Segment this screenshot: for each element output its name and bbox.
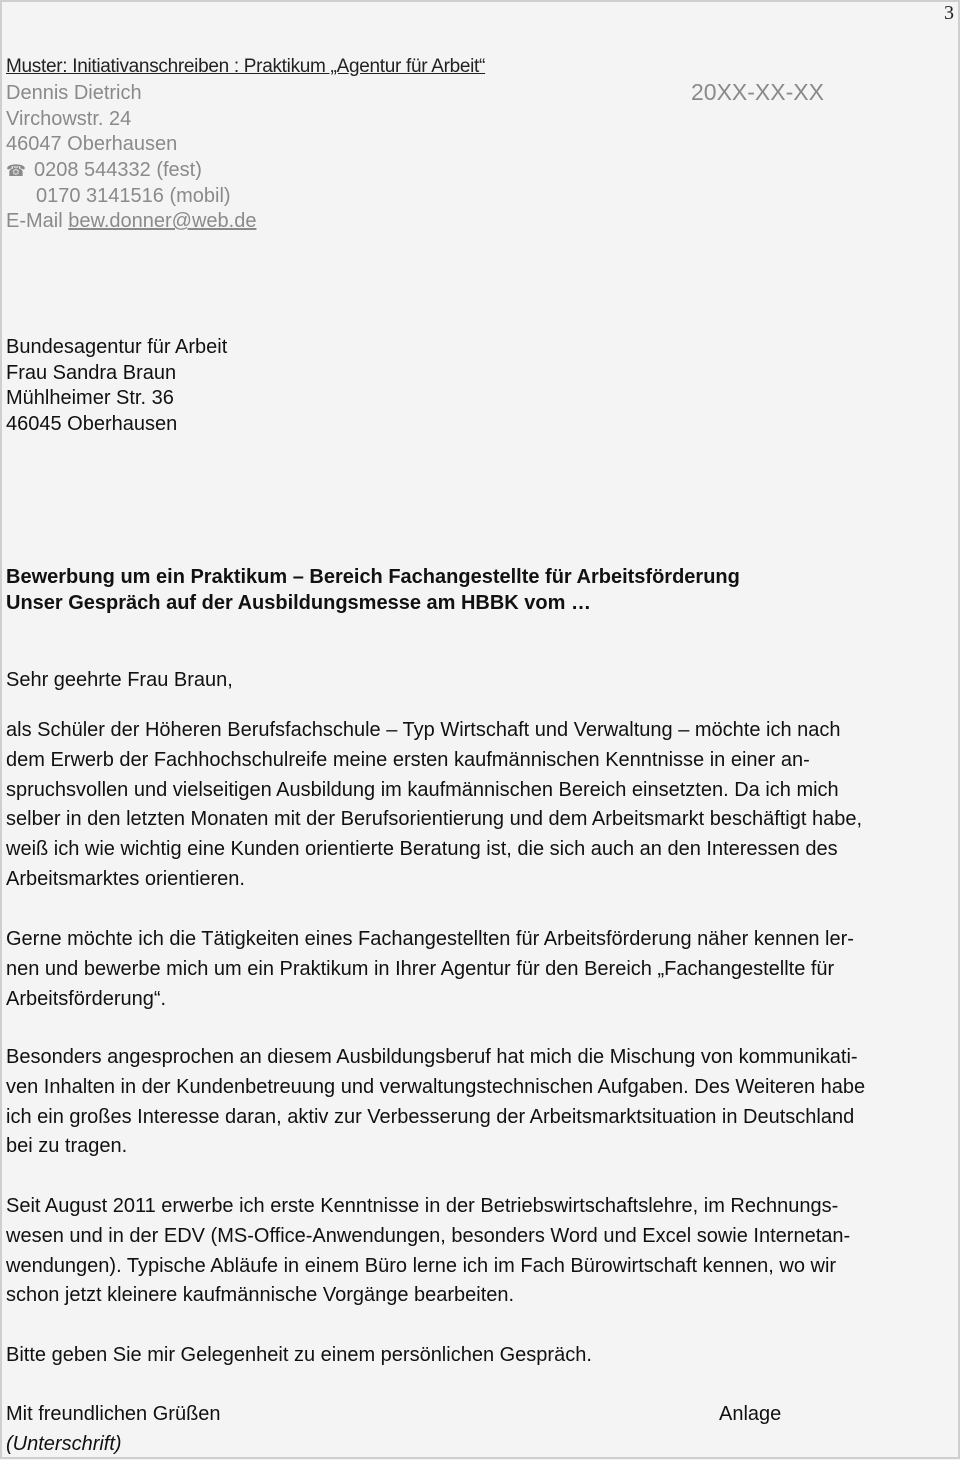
recipient-address (6, 335, 227, 438)
recipient-line: 46045 Oberhausen (6, 413, 178, 436)
sender-city: 46047 Oberhausen (6, 133, 178, 156)
text-line: schon jetzt kleinere kaufmännische Vorgänge bearbeiten. (6, 1284, 515, 1307)
page-number: 3 (944, 2, 954, 24)
text-line: nen und bewerbe mich um ein Praktikum in Ihrer Agentur für den Bereich „Fachangestellte für (6, 957, 835, 980)
enclosure: Anlage (719, 1403, 782, 1425)
text-line: bei zu tragen. (6, 1135, 128, 1158)
paragraph-5 (6, 1341, 592, 1371)
text-line: Seit August 2011 erwerbe ich erste Kenntnisse in der Betriebswirtschaftslehre, im Rechnungs- (6, 1195, 839, 1217)
paragraph-2 (6, 925, 854, 1014)
sender-mobile: 0170 3141516 (mobil) (36, 184, 231, 207)
salutation: Sehr geehrte Frau Braun, (6, 669, 233, 691)
sender-address (6, 81, 256, 235)
email-label: E-Mail (6, 210, 63, 233)
text-line: ven Inhalten in der Kundenbetreuung und verwaltungstechnischen Aufgaben. Des Weiteren habe (6, 1075, 866, 1098)
text-line: als Schüler der Höheren Berufsfachschule – Typ Wirtschaft und Verwaltung – möchte ich nach (6, 719, 841, 741)
document-title: Muster: Initiativanschreiben : Praktikum „Agentur für Arbeit“ (6, 56, 486, 77)
text-line: dem Erwerb der Fachhochschulreife meine ersten kaufmännischen Kenntnisse in einer an- (6, 748, 810, 771)
subject-line: Bewerbung um ein Praktikum – Bereich Fachangestellte für Arbeitsförderung (6, 566, 740, 588)
recipient-line: Frau Sandra Braun (6, 361, 177, 384)
text-line: Besonders angesprochen an diesem Ausbildungsberuf hat mich die Mischung von kommunikati- (6, 1046, 858, 1068)
text-line: Bitte geben Sie mir Gelegenheit zu einem persönlichen Gespräch. (6, 1344, 592, 1366)
closing: Mit freundlichen Grüßen (6, 1403, 221, 1425)
paragraph-1 (6, 716, 862, 895)
sender-street: Virchowstr. 24 (6, 107, 132, 130)
text-line: wesen und in der EDV (MS-Office-Anwendungen, besonders Word und Excel sowie Internetan- (6, 1224, 851, 1247)
text-line: Arbeitsförderung“. (6, 987, 167, 1010)
subject-line: Unser Gespräch auf der Ausbildungsmesse am HBBK vom … (6, 591, 591, 614)
telephone-icon: ☎ (6, 163, 26, 181)
text-line: weiß ich wie wichtig eine Kunden orientierte Beratung ist, die sich auch an den Interessen des (6, 838, 838, 861)
email-link[interactable]: bew.donner@web.de (68, 210, 257, 233)
sender-phone: 0208 544332 (fest) (34, 159, 202, 182)
text-line: Gerne möchte ich die Tätigkeiten eines Fachangestellten für Arbeitsförderung näher kennen ler- (6, 928, 854, 950)
text-line: Arbeitsmarktes orientieren. (6, 867, 245, 890)
recipient-line: Mühlheimer Str. 36 (6, 387, 174, 410)
text-line: wendungen). Typische Abläufe in einem Büro lerne ich im Fach Bürowirtschaft kennen, wo wir (6, 1254, 837, 1277)
paragraph-3 (6, 1043, 865, 1162)
letter-date: 20XX-XX-XX (691, 79, 824, 105)
recipient-line: Bundesagentur für Arbeit (6, 336, 228, 358)
text-line: spruchsvollen und vielseitigen Ausbildung im kaufmännischen Bereich einsetzten. Da ich mich (6, 778, 839, 801)
text-line: selber in den letzten Monaten mit der Berufsorientierung und dem Arbeitsmarkt beschäftigt habe, (6, 808, 863, 831)
text-line: ich ein großes Interesse daran, aktiv zur Verbesserung der Arbeitsmarktsituation in Deutschland (6, 1105, 855, 1128)
paragraph-4 (6, 1192, 850, 1311)
signature: (Unterschrift) (6, 1433, 122, 1455)
sender-name: Dennis Dietrich (6, 82, 142, 104)
subject (6, 565, 740, 616)
